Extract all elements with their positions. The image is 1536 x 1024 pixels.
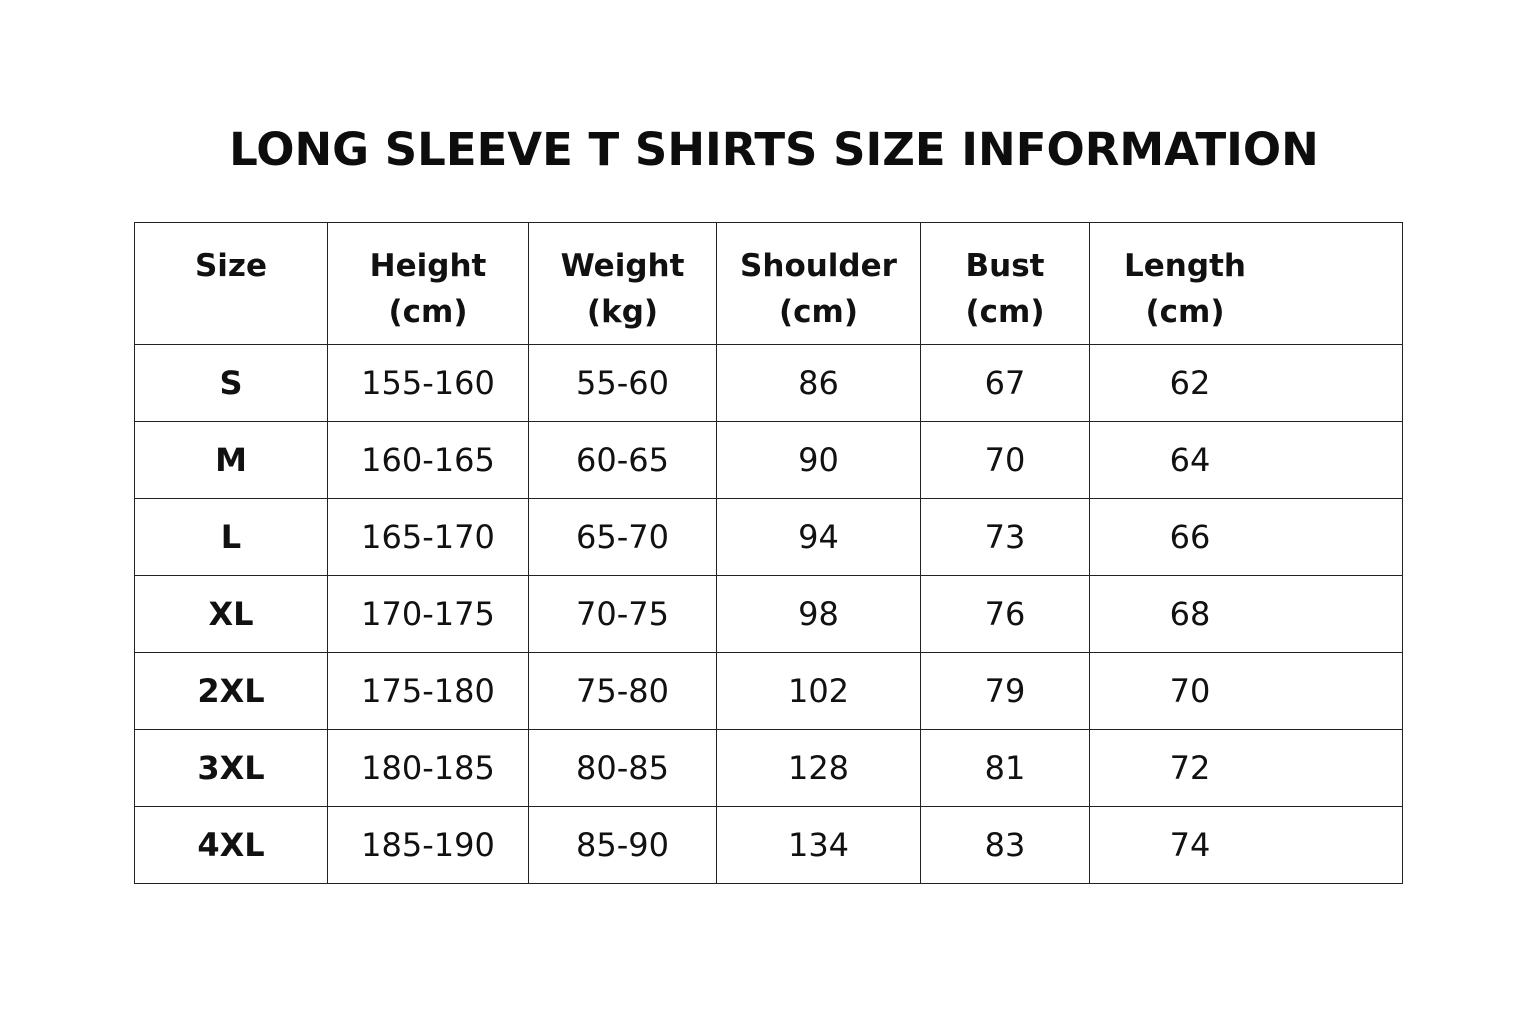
cell-height: 155-160	[328, 345, 529, 422]
page-title: LONG SLEEVE T SHIRTS SIZE INFORMATION	[229, 123, 1319, 176]
cell-height: 160-165	[328, 422, 529, 499]
cell-bust: 79	[921, 653, 1090, 730]
cell-shoulder: 134	[717, 807, 921, 884]
cell-height: 170-175	[328, 576, 529, 653]
cell-weight: 55-60	[529, 345, 717, 422]
column-header-height	[328, 223, 529, 345]
column-header-label: Bust	[965, 248, 1045, 284]
table-row	[135, 576, 1403, 653]
cell-bust: 81	[921, 730, 1090, 807]
cell-length: 72	[1090, 730, 1403, 807]
column-header-unit: (cm)	[965, 294, 1045, 330]
column-header-label: Height	[369, 248, 487, 284]
column-header-unit: (kg)	[586, 294, 659, 330]
cell-weight: 75-80	[529, 653, 717, 730]
cell-shoulder: 98	[717, 576, 921, 653]
cell-length: 68	[1090, 576, 1403, 653]
cell-size: XL	[135, 576, 328, 653]
cell-size: L	[135, 499, 328, 576]
cell-shoulder: 86	[717, 345, 921, 422]
cell-shoulder: 90	[717, 422, 921, 499]
cell-weight: 65-70	[529, 499, 717, 576]
cell-size: M	[135, 422, 328, 499]
column-header-shoulder	[717, 223, 921, 345]
table-row	[135, 653, 1403, 730]
cell-height: 180-185	[328, 730, 529, 807]
size-table	[134, 222, 1403, 884]
cell-bust: 67	[921, 345, 1090, 422]
cell-size: S	[135, 345, 328, 422]
cell-bust: 70	[921, 422, 1090, 499]
column-header-label: Size	[194, 248, 268, 284]
cell-length: 74	[1090, 807, 1403, 884]
column-header-weight	[529, 223, 717, 345]
cell-length: 70	[1090, 653, 1403, 730]
cell-height: 165-170	[328, 499, 529, 576]
column-header-bust	[921, 223, 1090, 345]
table-row	[135, 499, 1403, 576]
cell-size: 3XL	[135, 730, 328, 807]
table-header-row	[135, 223, 1403, 345]
cell-length: 64	[1090, 422, 1403, 499]
table-row	[135, 807, 1403, 884]
cell-height: 185-190	[328, 807, 529, 884]
column-header-unit: (cm)	[1145, 294, 1225, 330]
column-header-unit: (cm)	[388, 294, 468, 330]
column-header-size	[135, 223, 328, 345]
cell-weight: 60-65	[529, 422, 717, 499]
cell-length: 66	[1090, 499, 1403, 576]
cell-weight: 80-85	[529, 730, 717, 807]
cell-weight: 85-90	[529, 807, 717, 884]
table-row	[135, 730, 1403, 807]
cell-length: 62	[1090, 345, 1403, 422]
column-header-length	[1090, 223, 1403, 345]
column-header-label: Shoulder	[740, 248, 897, 284]
column-header-label: Weight	[560, 248, 685, 284]
cell-bust: 76	[921, 576, 1090, 653]
table-row	[135, 345, 1403, 422]
cell-size: 2XL	[135, 653, 328, 730]
cell-height: 175-180	[328, 653, 529, 730]
cell-bust: 83	[921, 807, 1090, 884]
cell-shoulder: 128	[717, 730, 921, 807]
table-body	[135, 345, 1403, 884]
column-header-unit: (cm)	[778, 294, 858, 330]
cell-shoulder: 102	[717, 653, 921, 730]
cell-weight: 70-75	[529, 576, 717, 653]
table-row	[135, 422, 1403, 499]
cell-bust: 73	[921, 499, 1090, 576]
cell-shoulder: 94	[717, 499, 921, 576]
column-header-label: Length	[1124, 248, 1246, 284]
cell-size: 4XL	[135, 807, 328, 884]
